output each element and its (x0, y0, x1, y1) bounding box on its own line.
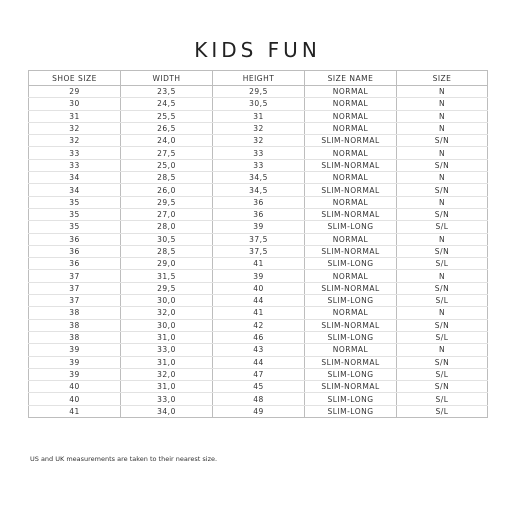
cell-size: S/L (397, 393, 488, 405)
table-row (29, 258, 488, 270)
cell-width: 25,5 (121, 110, 213, 122)
cell-width: 29,5 (121, 282, 213, 294)
cell-size-name: SLIM-NORMAL (305, 245, 397, 257)
footnote: US and UK measurements are taken to their nearest size. (30, 455, 218, 463)
cell-size: S/N (397, 135, 488, 147)
table-row (29, 221, 488, 233)
cell-shoe-size: 39 (29, 356, 121, 368)
cell-height: 44 (213, 356, 305, 368)
cell-size-name: NORMAL (305, 172, 397, 184)
table-row (29, 282, 488, 294)
cell-shoe-size: 35 (29, 208, 121, 220)
cell-height: 39 (213, 221, 305, 233)
cell-size-name: NORMAL (305, 98, 397, 110)
cell-height: 37,5 (213, 245, 305, 257)
cell-size-name: NORMAL (305, 344, 397, 356)
cell-height: 40 (213, 282, 305, 294)
cell-size-name: NORMAL (305, 196, 397, 208)
cell-width: 24,5 (121, 98, 213, 110)
size-table (28, 70, 488, 418)
cell-size-name: NORMAL (305, 270, 397, 282)
header-width: WIDTH (121, 71, 213, 86)
cell-size-name: NORMAL (305, 86, 397, 98)
cell-size: S/L (397, 221, 488, 233)
cell-shoe-size: 40 (29, 381, 121, 393)
cell-height: 30,5 (213, 98, 305, 110)
table-row (29, 393, 488, 405)
cell-size: N (397, 147, 488, 159)
cell-size: S/L (397, 295, 488, 307)
cell-height: 42 (213, 319, 305, 331)
cell-size-name: SLIM-NORMAL (305, 356, 397, 368)
cell-height: 34,5 (213, 184, 305, 196)
cell-shoe-size: 32 (29, 122, 121, 134)
cell-width: 25,0 (121, 159, 213, 171)
cell-width: 32,0 (121, 368, 213, 380)
table-row (29, 110, 488, 122)
cell-height: 33 (213, 147, 305, 159)
table-row (29, 147, 488, 159)
cell-size-name: SLIM-LONG (305, 221, 397, 233)
cell-width: 31,5 (121, 270, 213, 282)
cell-shoe-size: 41 (29, 405, 121, 417)
cell-width: 30,0 (121, 295, 213, 307)
cell-shoe-size: 38 (29, 331, 121, 343)
cell-size-name: NORMAL (305, 122, 397, 134)
cell-size: S/N (397, 245, 488, 257)
cell-size: S/N (397, 356, 488, 368)
cell-size: N (397, 172, 488, 184)
cell-width: 30,5 (121, 233, 213, 245)
table-row (29, 196, 488, 208)
cell-shoe-size: 37 (29, 295, 121, 307)
table-row (29, 135, 488, 147)
cell-size: S/L (397, 258, 488, 270)
cell-size-name: NORMAL (305, 147, 397, 159)
cell-width: 31,0 (121, 356, 213, 368)
cell-width: 29,5 (121, 196, 213, 208)
cell-shoe-size: 36 (29, 233, 121, 245)
table-row (29, 319, 488, 331)
table-row (29, 331, 488, 343)
header-size: SIZE (397, 71, 488, 86)
cell-size: N (397, 98, 488, 110)
table-row (29, 270, 488, 282)
cell-shoe-size: 37 (29, 270, 121, 282)
cell-height: 47 (213, 368, 305, 380)
cell-width: 24,0 (121, 135, 213, 147)
cell-height: 34,5 (213, 172, 305, 184)
table-row (29, 307, 488, 319)
cell-shoe-size: 36 (29, 258, 121, 270)
cell-width: 28,0 (121, 221, 213, 233)
cell-height: 33 (213, 159, 305, 171)
table-row (29, 98, 488, 110)
cell-size: S/N (397, 184, 488, 196)
cell-size: N (397, 110, 488, 122)
table-row (29, 356, 488, 368)
cell-shoe-size: 33 (29, 159, 121, 171)
cell-height: 46 (213, 331, 305, 343)
cell-size: S/N (397, 381, 488, 393)
cell-width: 27,0 (121, 208, 213, 220)
table-row (29, 368, 488, 380)
cell-height: 32 (213, 122, 305, 134)
table-row (29, 405, 488, 417)
cell-shoe-size: 34 (29, 172, 121, 184)
cell-width: 29,0 (121, 258, 213, 270)
cell-width: 26,5 (121, 122, 213, 134)
cell-shoe-size: 35 (29, 196, 121, 208)
cell-size: N (397, 233, 488, 245)
cell-height: 29,5 (213, 86, 305, 98)
cell-shoe-size: 31 (29, 110, 121, 122)
cell-size: N (397, 344, 488, 356)
cell-size: N (397, 122, 488, 134)
cell-height: 31 (213, 110, 305, 122)
table-row (29, 184, 488, 196)
cell-size: N (397, 270, 488, 282)
cell-height: 36 (213, 208, 305, 220)
table-row (29, 344, 488, 356)
cell-height: 48 (213, 393, 305, 405)
table-row (29, 159, 488, 171)
cell-width: 33,0 (121, 393, 213, 405)
cell-shoe-size: 39 (29, 344, 121, 356)
header-shoe-size: SHOE SIZE (29, 71, 121, 86)
cell-size-name: SLIM-NORMAL (305, 282, 397, 294)
cell-size: S/L (397, 405, 488, 417)
cell-size-name: SLIM-NORMAL (305, 159, 397, 171)
cell-size-name: SLIM-NORMAL (305, 208, 397, 220)
cell-size: S/N (397, 208, 488, 220)
cell-shoe-size: 39 (29, 368, 121, 380)
cell-height: 36 (213, 196, 305, 208)
cell-size-name: SLIM-LONG (305, 368, 397, 380)
table-row (29, 295, 488, 307)
table-row (29, 122, 488, 134)
cell-height: 41 (213, 307, 305, 319)
cell-height: 32 (213, 135, 305, 147)
cell-size: S/L (397, 331, 488, 343)
cell-height: 45 (213, 381, 305, 393)
cell-size: S/N (397, 319, 488, 331)
cell-width: 28,5 (121, 172, 213, 184)
cell-height: 49 (213, 405, 305, 417)
cell-shoe-size: 40 (29, 393, 121, 405)
cell-size-name: NORMAL (305, 307, 397, 319)
cell-width: 28,5 (121, 245, 213, 257)
cell-shoe-size: 34 (29, 184, 121, 196)
cell-width: 31,0 (121, 331, 213, 343)
cell-height: 43 (213, 344, 305, 356)
cell-size-name: SLIM-NORMAL (305, 319, 397, 331)
cell-size-name: NORMAL (305, 110, 397, 122)
cell-width: 32,0 (121, 307, 213, 319)
cell-size: S/L (397, 368, 488, 380)
cell-shoe-size: 36 (29, 245, 121, 257)
cell-width: 31,0 (121, 381, 213, 393)
table-row (29, 233, 488, 245)
table-row (29, 172, 488, 184)
cell-size-name: SLIM-LONG (305, 393, 397, 405)
cell-width: 26,0 (121, 184, 213, 196)
cell-shoe-size: 29 (29, 86, 121, 98)
cell-size: S/N (397, 282, 488, 294)
header-height: HEIGHT (213, 71, 305, 86)
cell-size: N (397, 196, 488, 208)
cell-height: 41 (213, 258, 305, 270)
cell-width: 23,5 (121, 86, 213, 98)
cell-width: 33,0 (121, 344, 213, 356)
table-row (29, 381, 488, 393)
cell-size-name: NORMAL (305, 233, 397, 245)
header-size-name: SIZE NAME (305, 71, 397, 86)
cell-size-name: SLIM-LONG (305, 295, 397, 307)
cell-size-name: SLIM-LONG (305, 258, 397, 270)
cell-width: 27,5 (121, 147, 213, 159)
cell-shoe-size: 33 (29, 147, 121, 159)
cell-size-name: SLIM-NORMAL (305, 381, 397, 393)
cell-shoe-size: 30 (29, 98, 121, 110)
cell-height: 37,5 (213, 233, 305, 245)
cell-height: 44 (213, 295, 305, 307)
cell-size-name: SLIM-NORMAL (305, 135, 397, 147)
cell-size: S/N (397, 159, 488, 171)
cell-shoe-size: 32 (29, 135, 121, 147)
cell-height: 39 (213, 270, 305, 282)
table-row (29, 245, 488, 257)
cell-size-name: SLIM-NORMAL (305, 184, 397, 196)
cell-shoe-size: 35 (29, 221, 121, 233)
cell-width: 34,0 (121, 405, 213, 417)
table-row (29, 208, 488, 220)
table-row (29, 86, 488, 98)
cell-shoe-size: 38 (29, 319, 121, 331)
cell-size-name: SLIM-LONG (305, 331, 397, 343)
cell-size-name: SLIM-LONG (305, 405, 397, 417)
page-title: KIDS FUN (194, 38, 321, 62)
cell-size: N (397, 307, 488, 319)
cell-shoe-size: 37 (29, 282, 121, 294)
cell-shoe-size: 38 (29, 307, 121, 319)
cell-width: 30,0 (121, 319, 213, 331)
table-header-row (29, 71, 488, 86)
table-body (29, 86, 488, 418)
cell-size: N (397, 86, 488, 98)
